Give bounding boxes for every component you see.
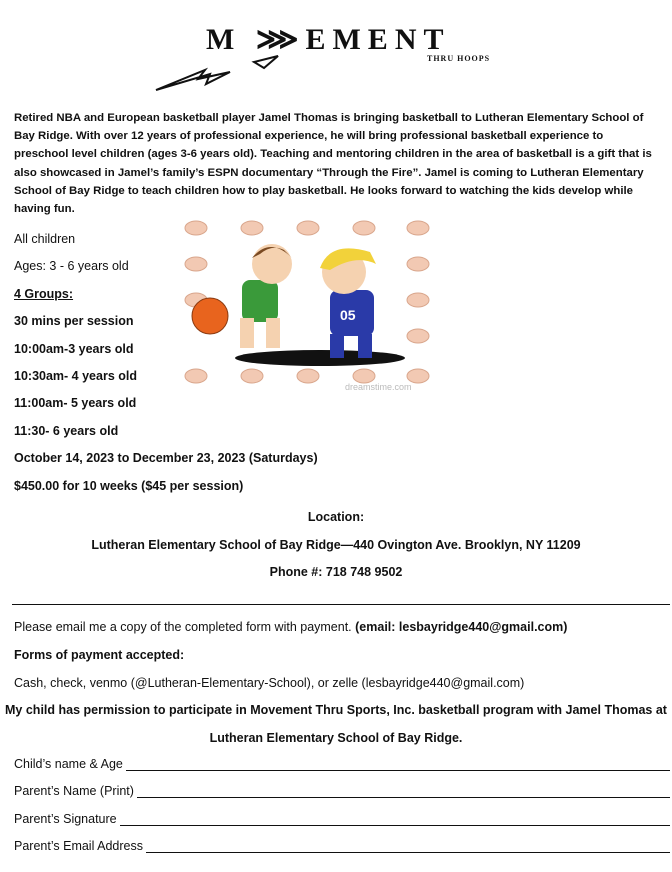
image-watermark: dreamstime.com [345, 382, 412, 392]
parent-signature-label: Parent’s Signature [14, 812, 117, 826]
time-slot-4: 11:30- 6 years old [14, 423, 119, 438]
parent-signature-field[interactable] [14, 812, 670, 826]
intro-paragraph: Retired NBA and European basketball player Jamel Thomas is bringing basketball to Lutheran Elementary School of Bay Ridge. With over 12 years of professional experience, he will bring professional basketball experience to preschool level children (ages 3-6 years old). Teaching and mentoring children in the area of basketball is a gift that is also showcased in Jamel’s family’s ESPN documentary “Through the Fire”. Jamel is coming to Lutheran Elementary School of Bay Ridge to teach children how to play basketball. He looks forward to watching the kids develop while having fun. [14, 112, 652, 216]
email-note-text: Please email me a copy of the completed form with payment. [14, 620, 356, 634]
groups-heading: 4 Groups: [14, 286, 74, 301]
permission-line-2: Lutheran Elementary School of Bay Ridge. [209, 731, 463, 745]
location-phone: Phone #: 718 748 9502 [269, 565, 403, 579]
audience-text: All children [14, 232, 76, 246]
payment-heading: Forms of payment accepted: [14, 648, 185, 662]
basketball-kids-illustration [180, 218, 435, 396]
program-price: $450.00 for 10 weeks ($45 per session) [14, 478, 244, 493]
child-name-field[interactable] [14, 757, 670, 771]
location-heading: Location: [307, 510, 365, 524]
parent-name-label: Parent’s Name (Print) [14, 784, 134, 798]
svg-text:05: 05 [340, 307, 356, 323]
parent-email-label: Parent’s Email Address [14, 839, 143, 853]
payment-methods: Cash, check, venmo (@Lutheran-Elementary-School), or zelle (lesbayridge440@gmail.com) [14, 676, 525, 690]
logo-subtitle: THRU HOOPS [427, 54, 491, 63]
parent-name-line[interactable] [137, 785, 670, 798]
time-slot-2: 10:30am- 4 years old [14, 368, 137, 383]
kids-image [180, 218, 435, 396]
movement-logo [150, 12, 530, 100]
parent-email-line[interactable] [146, 840, 670, 853]
time-slot-3: 11:00am- 5 years old [14, 396, 137, 411]
logo-title: M ⋙EMENT [206, 23, 451, 56]
parent-signature-line[interactable] [120, 813, 670, 826]
program-dates: October 14, 2023 to December 23, 2023 (Saturdays) [14, 451, 318, 466]
ages-text: Ages: 3 - 6 years old [14, 259, 129, 274]
time-slot-1: 10:00am-3 years old [14, 341, 134, 356]
email-note [14, 620, 567, 634]
permission-line-1: My child has permission to participate in Movement Thru Sports, Inc. basketball program with Jamel Thomas at [5, 703, 667, 717]
location-address: Lutheran Elementary School of Bay Ridge—440 Ovington Ave. Brooklyn, NY 11209 [91, 538, 581, 552]
email-address: (email: lesbayridge440@gmail.com) [355, 620, 568, 634]
parent-email-field[interactable] [14, 839, 670, 853]
child-name-label: Child’s name & Age [14, 757, 123, 771]
child-name-line[interactable] [126, 758, 670, 771]
session-length: 30 mins per session [14, 314, 134, 329]
divider [12, 604, 670, 605]
parent-name-field[interactable] [14, 784, 670, 798]
